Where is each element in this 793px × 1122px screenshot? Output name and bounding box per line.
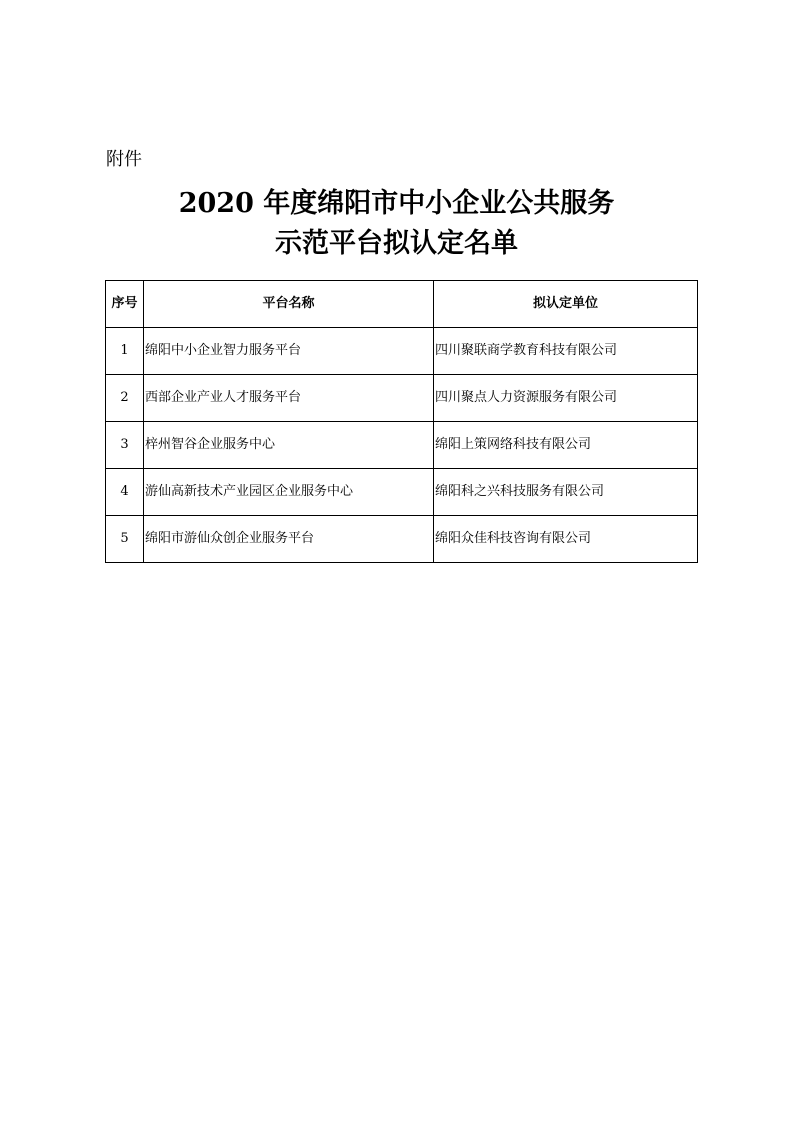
platform-list-table — [105, 280, 698, 563]
table-row — [106, 375, 698, 422]
table-row — [106, 516, 698, 563]
header-serial-number: 序号 — [106, 281, 144, 328]
table-row — [106, 422, 698, 469]
table-header-row — [106, 281, 698, 328]
attachment-label: 附件 — [106, 149, 142, 170]
platform-name: 游仙高新技术产业园区企业服务中心 — [144, 469, 434, 516]
designated-unit: 四川聚联商学教育科技有限公司 — [434, 328, 698, 375]
row-number: 3 — [106, 422, 144, 469]
designated-unit: 绵阳众佳科技咨询有限公司 — [434, 516, 698, 563]
designated-unit: 四川聚点人力资源服务有限公司 — [434, 375, 698, 422]
row-number: 2 — [106, 375, 144, 422]
table-row — [106, 469, 698, 516]
document-title-line-2: 示范平台拟认定名单 — [275, 228, 518, 259]
designated-unit: 绵阳科之兴科技服务有限公司 — [434, 469, 698, 516]
platform-name: 西部企业产业人才服务平台 — [144, 375, 434, 422]
platform-name: 绵阳市游仙众创企业服务平台 — [144, 516, 434, 563]
document-title-line-1: 2020 年度绵阳市中小企业公共服务 — [178, 188, 615, 219]
row-number: 4 — [106, 469, 144, 516]
platform-name: 绵阳中小企业智力服务平台 — [144, 328, 434, 375]
row-number: 1 — [106, 328, 144, 375]
header-platform-name: 平台名称 — [144, 281, 434, 328]
designated-unit: 绵阳上策网络科技有限公司 — [434, 422, 698, 469]
table-row — [106, 328, 698, 375]
header-designated-unit: 拟认定单位 — [434, 281, 698, 328]
row-number: 5 — [106, 516, 144, 563]
platform-name: 梓州智谷企业服务中心 — [144, 422, 434, 469]
